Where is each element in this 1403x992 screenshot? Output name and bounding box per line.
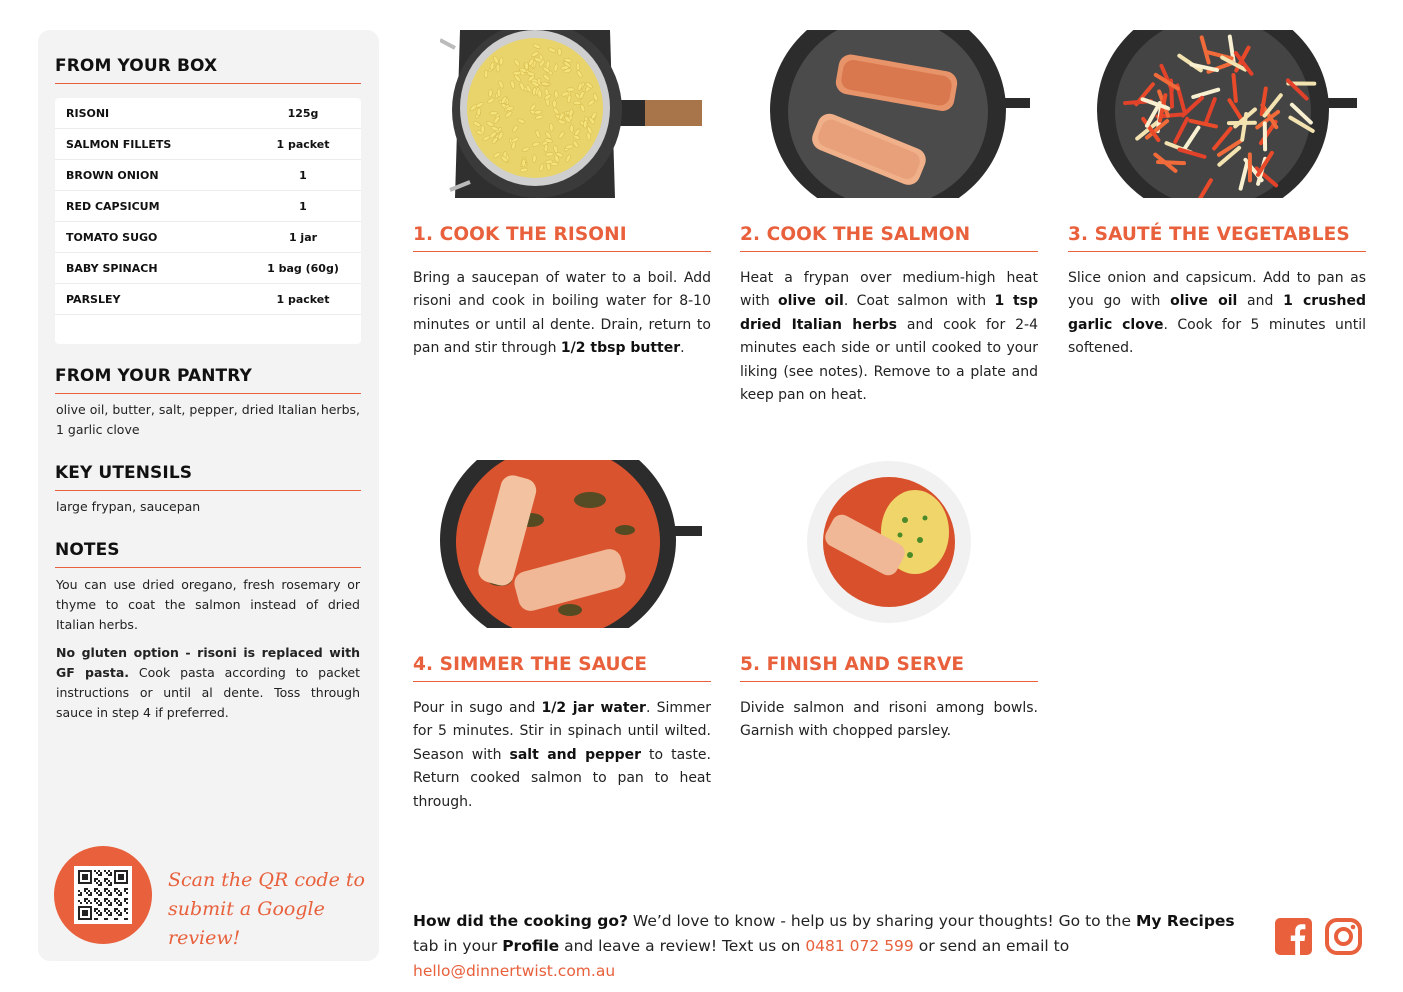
step-text-segment: Slice onion and capsicum. Add to pan as you go with (1068, 270, 1366, 310)
gluten-note-text: Cook pasta according to packet instructions or until al dente. Toss through sauce in step 4 if preferred. (56, 665, 360, 720)
ingredient-row (55, 222, 361, 253)
ingredient-row (55, 253, 361, 284)
ingredient-quantity: 1 jar (288, 230, 318, 244)
gluten-note-bold: No gluten option - risoni is replaced with GF pasta. (56, 645, 360, 680)
step-5-title: 5. FINISH AND SERVE (740, 654, 1038, 682)
ingredient-row (55, 129, 361, 160)
ingredient-row (55, 98, 361, 129)
ingredients-table (55, 98, 361, 344)
ingredient-quantity: 1 bag (60g) (267, 261, 339, 275)
step-3-photo (1097, 30, 1359, 198)
qr-caption-line-2: submit a Google review! (168, 898, 325, 949)
qr-badge[interactable] (54, 846, 152, 944)
step-1-text (413, 267, 711, 361)
ingredient-quantity: 1 (299, 168, 307, 182)
step-text-bold: 1 tsp dried Italian herbs (740, 293, 1038, 333)
review-text-4: or send an email to (913, 937, 1070, 955)
phone-link[interactable]: 0481 072 599 (805, 937, 914, 955)
ingredient-name: TOMATO SUGO (66, 230, 158, 244)
notes-heading: NOTES (55, 540, 361, 568)
profile-label: Profile (502, 937, 560, 955)
step-1-photo (440, 30, 702, 198)
step-text-segment: . Cook for 5 minutes until softened. (1068, 316, 1367, 357)
step-text-bold: salt and pepper (509, 746, 642, 763)
step-2-title: 2. COOK THE SALMON (740, 224, 1038, 252)
step-5-photo (805, 460, 973, 625)
step-text-segment: Divide salmon and risoni among bowls. Garnish with chopped parsley. (740, 700, 1038, 740)
step-text-bold: 1 crushed garlic clove (1068, 293, 1366, 333)
ingredient-quantity: 125g (287, 106, 319, 120)
step-3-text (1068, 267, 1366, 361)
step-text-segment: Heat a frypan over medium-high heat with (740, 270, 1038, 310)
ingredient-row (55, 284, 361, 315)
ingredient-quantity: 1 packet (276, 292, 330, 306)
step-text-bold: olive oil (1170, 293, 1238, 310)
step-text-segment: Bring a saucepan of water to a boil. Add risoni and cook in boiling water for 8-10 minutes or until al dente. Drain, return to pan and stir through (413, 270, 711, 357)
ingredient-name: BROWN ONION (66, 168, 159, 182)
step-text-bold: olive oil (778, 293, 844, 310)
instagram-icon[interactable] (1325, 918, 1362, 955)
step-4-photo (440, 460, 702, 628)
ingredient-name: BABY SPINACH (66, 261, 158, 275)
my-recipes-label: My Recipes (1135, 912, 1235, 930)
review-question: How did the cooking go? (413, 912, 628, 930)
facebook-icon[interactable] (1275, 918, 1312, 955)
ingredient-name: RED CAPSICUM (66, 199, 160, 213)
from-your-box-heading: FROM YOUR BOX (55, 56, 361, 84)
step-4-text (413, 697, 711, 814)
notes-text: You can use dried oregano, fresh rosemary or thyme to coat the salmon instead of dried Italian herbs. (56, 577, 360, 632)
ingredient-row (55, 160, 361, 191)
step-text-segment: . Simmer for 5 minutes. Stir in spinach until wilted. Season with (413, 700, 711, 763)
gluten-note (56, 643, 360, 723)
ingredient-name: RISONI (66, 106, 110, 120)
review-text-1: We’d love to know - help us by sharing your thoughts! Go to the (627, 912, 1136, 930)
pantry-text: olive oil, butter, salt, pepper, dried Italian herbs, 1 garlic clove (56, 402, 360, 437)
step-3-title: 3. SAUTÉ THE VEGETABLES (1068, 224, 1366, 252)
ingredient-name: SALMON FILLETS (66, 137, 172, 151)
step-text-segment: Pour in sugo and (413, 700, 542, 716)
ingredient-name: PARSLEY (66, 292, 121, 306)
qr-caption (168, 866, 368, 953)
step-text-segment: . Coat salmon with (843, 293, 995, 310)
review-text-3: and leave a review! Text us on (559, 937, 806, 955)
ingredient-quantity: 1 (299, 199, 307, 213)
review-text-2: tab in your (413, 937, 503, 955)
step-1-title: 1. COOK THE RISONI (413, 224, 711, 252)
utensils-text: large frypan, saucepan (56, 499, 201, 514)
from-your-pantry-heading: FROM YOUR PANTRY (55, 366, 361, 394)
step-text-bold: 1/2 tbsp butter (560, 340, 681, 357)
step-4-title: 4. SIMMER THE SAUCE (413, 654, 711, 682)
review-prompt (413, 909, 1263, 984)
ingredients-sidebar (38, 30, 379, 961)
qr-caption-line-1: Scan the QR code to (168, 869, 365, 891)
key-utensils-heading: KEY UTENSILS (55, 463, 361, 491)
step-text-bold: 1/2 jar water (541, 700, 646, 716)
step-2-text (740, 267, 1038, 407)
step-text-segment: and cook for 2-4 minutes each side or until cooked to your liking (see notes). Remove to a plate and keep pan on heat. (740, 316, 1038, 404)
qr-code[interactable] (74, 866, 132, 924)
step-text-segment: . (680, 340, 685, 357)
step-text-segment: to taste. Return cooked salmon to pan to heat through. (413, 746, 711, 810)
step-5-text (740, 697, 1038, 744)
step-2-photo (770, 30, 1032, 198)
step-text-segment: and (1237, 293, 1284, 310)
email-link[interactable]: hello@dinnertwist.com.au (413, 962, 616, 980)
ingredient-row (55, 191, 361, 222)
ingredient-quantity: 1 packet (276, 137, 330, 151)
